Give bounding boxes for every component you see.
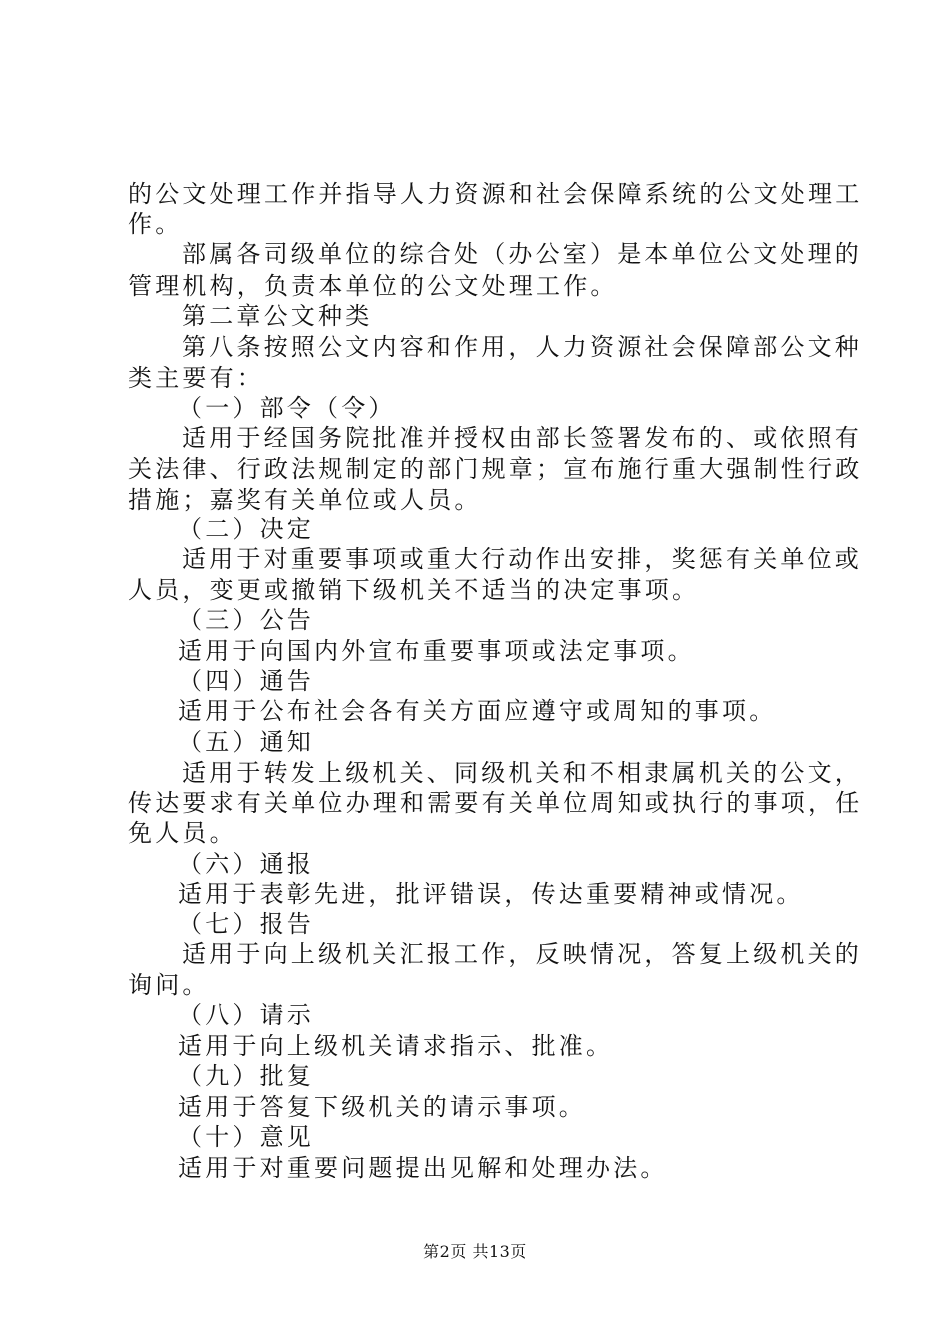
body-line: 免人员。 <box>128 819 237 847</box>
body-line: 适用于表彰先进，批评错误，传达重要精神或情况。 <box>178 880 804 908</box>
body-line: 传达要求有关单位办理和需要有关单位周知或执行的事项，任 <box>128 789 863 817</box>
section-heading: （七）报告 <box>178 910 314 938</box>
section-heading: （一）部令（令） <box>178 394 396 422</box>
body-line: 询问。 <box>128 971 210 999</box>
section-heading: （九）批复 <box>178 1062 314 1090</box>
chapter-heading: 第二章公文种类 <box>182 302 373 330</box>
body-line: 人员，变更或撤销下级机关不适当的决定事项。 <box>128 576 700 604</box>
section-heading: （八）请示 <box>178 1001 314 1029</box>
body-line: 的公文处理工作并指导人力资源和社会保障系统的公文处理工 <box>128 180 863 208</box>
body-line: 适用于对重要问题提出见解和处理办法。 <box>178 1154 668 1182</box>
body-line: 适用于经国务院批准并授权由部长签署发布的、或依照有 <box>182 424 862 452</box>
body-line: 作。 <box>128 210 183 238</box>
body-line: 措施；嘉奖有关单位或人员。 <box>128 486 482 514</box>
body-line: 适用于转发上级机关、同级机关和不相隶属机关的公文， <box>182 759 862 787</box>
body-line: 管理机构，负责本单位的公文处理工作。 <box>128 272 618 300</box>
article-line: 第八条按照公文内容和作用，人力资源社会保障部公文种 <box>182 333 862 361</box>
section-heading: （六）通报 <box>178 850 314 878</box>
body-line: 适用于向上级机关请求指示、批准。 <box>178 1032 614 1060</box>
body-line: 适用于对重要事项或重大行动作出安排，奖惩有关单位或 <box>182 545 862 573</box>
section-heading: （二）决定 <box>178 515 314 543</box>
body-line: 关法律、行政法规制定的部门规章；宣布施行重大强制性行政 <box>128 455 863 483</box>
section-heading: （十）意见 <box>178 1123 314 1151</box>
section-heading: （五）通知 <box>178 728 314 756</box>
section-heading: （三）公告 <box>178 606 314 634</box>
section-heading: （四）通告 <box>178 667 314 695</box>
body-line: 部属各司级单位的综合处（办公室）是本单位公文处理的 <box>182 240 862 268</box>
body-line: 适用于答复下级机关的请示事项。 <box>178 1093 586 1121</box>
body-line: 适用于向国内外宣布重要事项或法定事项。 <box>178 637 695 665</box>
body-line: 适用于公布社会各有关方面应遵守或周知的事项。 <box>178 697 777 725</box>
page-footer: 第2页 共13页 <box>423 1242 527 1261</box>
body-line: 适用于向上级机关汇报工作，反映情况，答复上级机关的 <box>182 940 862 968</box>
body-line: 类主要有： <box>128 364 264 392</box>
